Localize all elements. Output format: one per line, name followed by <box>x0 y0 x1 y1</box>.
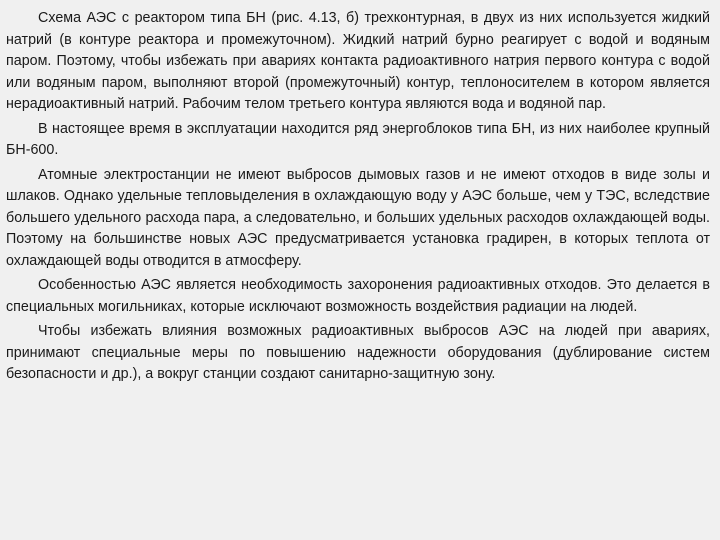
paragraph-radioactive-waste: Особенностью АЭС является необходимость захоронения радиоактивных отходов. Это делается в специальных могильниках, которые исключают возможность воздействия радиации на людей. <box>6 277 710 315</box>
paragraph-bn-reactor-scheme: Схема АЭС с реактором типа БН (рис. 4.13, б) трехконтурная, в двух из них используется жидкий натрий (в контуре реактора и промежуточном). Жидкий натрий бурно реагирует с водой и водяным паром. Поэтому, чтобы избежать при авариях контакта радиоактивного натрия первого контура с водой или водяным паром, выполняют второй (промежуточный) контур, теплоносителем в котором является нерадиоактивный натрий. Рабочим телом третьего контура являются вода и водяной пар. <box>6 10 710 112</box>
paragraph-safety-zone: Чтобы избежать влияния возможных радиоактивных выбросов АЭС на людей при авариях, принимают специальные меры по повышению надежности оборудования (дублирование систем безопасности и др.), а вокруг станции создают санитарно-защитную зону. <box>6 323 710 382</box>
paragraph-emissions: Атомные электростанции не имеют выбросов дымовых газов и не имеют отходов в виде золы и шлаков. Однако удельные тепловыделения в охлаждающую воду у АЭС больше, чем у ТЭС, вследствие большего удельного расхода пара, а следовательно, и больших удельных расходов охлаждающей воды. Поэтому на большинстве новых АЭС предусматривается установка градирен, в которых теплота от охлаждающей воды отводится в атмосферу. <box>6 166 710 269</box>
document-body <box>6 8 710 389</box>
paragraph-bn-units: В настоящее время в эксплуатации находится ряд энергоблоков типа БН, из них наиболее крупный БН-600. <box>6 120 710 158</box>
